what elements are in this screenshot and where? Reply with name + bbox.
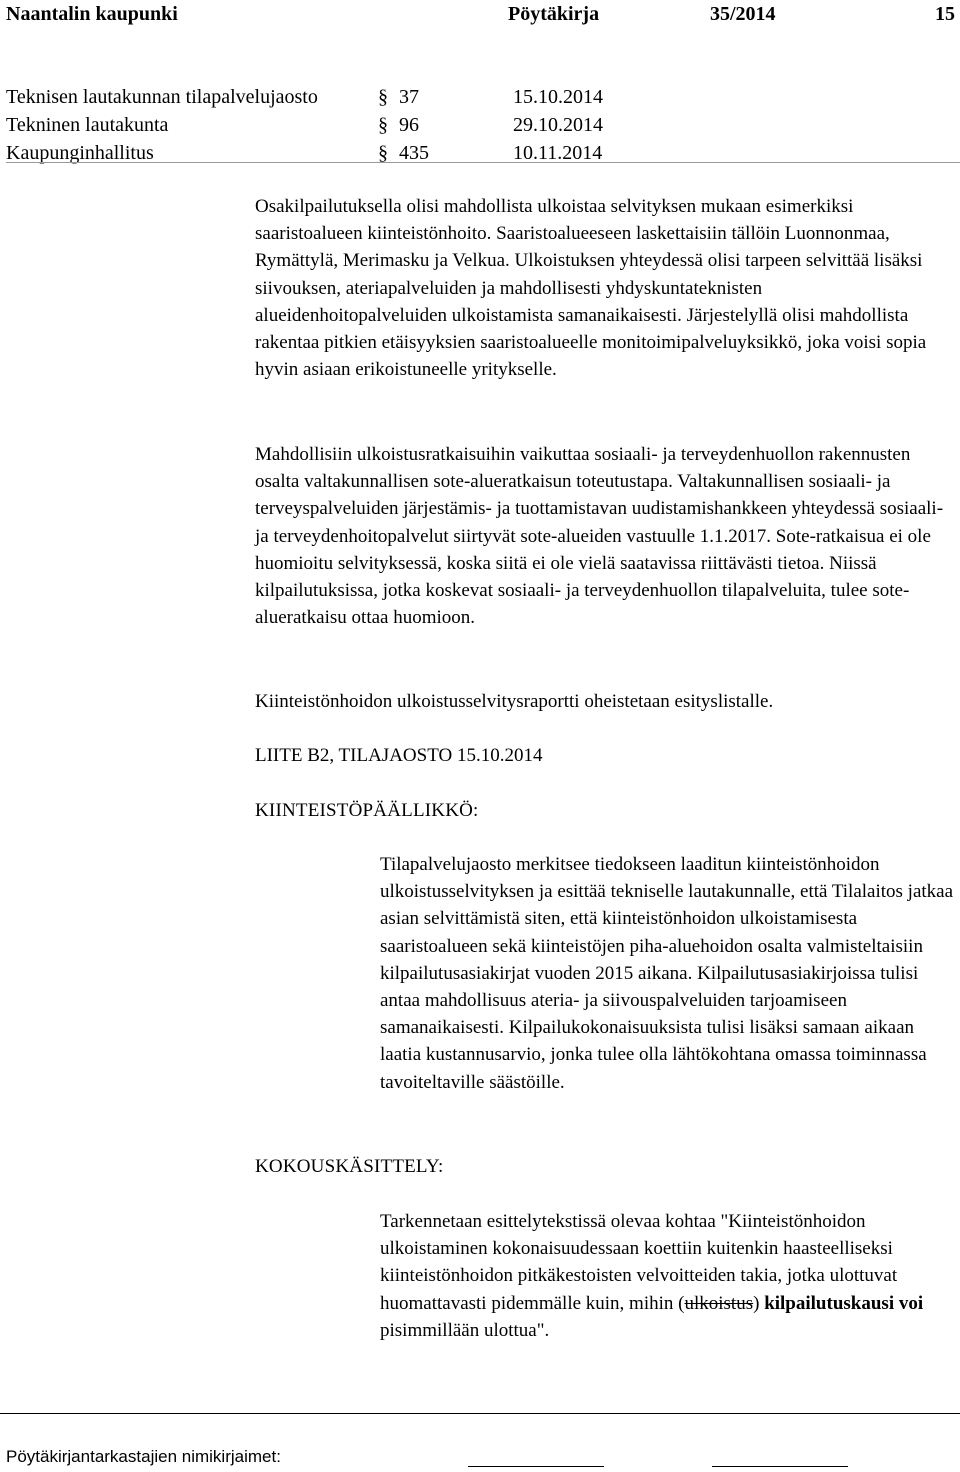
reference-row: [6, 83, 956, 111]
body-paragraph-3: [255, 688, 955, 715]
initials-line-2: [712, 1466, 848, 1467]
proposal-paragraph: [380, 851, 958, 1096]
references-divider: [6, 162, 960, 163]
footer-divider: [0, 1413, 960, 1414]
reference-section: 37: [399, 86, 419, 108]
closing-paren: ): [753, 1292, 760, 1314]
reference-date: 15.10.2014: [513, 86, 603, 108]
body-paragraph-1: [255, 193, 955, 383]
document-number: 35/2014: [710, 3, 776, 25]
page-number: 15: [935, 3, 955, 25]
reference-date: 29.10.2014: [513, 114, 603, 136]
reference-section: 96: [399, 114, 419, 136]
reference-section: 435: [399, 142, 429, 164]
reference-body: Kaupunginhallitus: [6, 142, 154, 164]
meeting-text-main: Tarkennetaan esittelytekstissä olevaa kohtaa "Kiinteistönhoidon ulkoistaminen kokonaisuudessaan koettiin kuitenkin haasteelliseksi kiinteistönhoidon pitkäkestoisten velvoitteiden takia, jotka ulottuvat huomattavasti pidemmälle kuin, mihin (: [380, 1211, 898, 1314]
meeting-text-end: pisimmillään ulottua".: [380, 1319, 550, 1341]
struck-word: ulkoistus: [684, 1292, 754, 1314]
reference-body: Tekninen lautakunta: [6, 114, 169, 136]
section-mark: §: [378, 142, 388, 164]
paragraph-text: Kiinteistönhoidon ulkoistusselvitysraportti oheistetaan esityslistalle.: [255, 691, 774, 712]
initials-line-1: [468, 1466, 604, 1467]
meeting-handling-paragraph: [380, 1208, 958, 1344]
paragraph-text: Mahdollisiin ulkoistusratkaisuihin vaikuttaa sosiaali- ja terveydenhuollon rakennusten osalta valtakunnallisen sote-alueratkaisun toteutustapa. Valtakunnallisen sosiaali- ja terveyspalveluiden järjestämis- ja tuottamistavan uudistamishankkeen yhteydessä sosiaali- ja terveydenhoitopalvelut siirtyvät sote-alueiden vastuulle 1.1.2017. Sote-ratkaisua ei ole huomioitu selvityksessä, koska siitä ei ole vielä saatavissa riittävästi tietoa. Niissä kilpailutuksissa, jotka koskevat sosiaali- ja terveydenhuollon tilapalveluita, tulee sote-alueratkaisu ottaa huomioon.: [255, 444, 944, 629]
heading-meeting-handling: [255, 1153, 955, 1180]
section-mark: §: [378, 114, 388, 136]
heading-text: KOKOUSKÄSITTELY:: [255, 1156, 444, 1177]
body-paragraph-2: [255, 441, 955, 631]
heading-property-manager: [255, 797, 955, 824]
paragraph-text: Osakilpailutuksella olisi mahdollista ulkoistaa selvityksen mukaan esimerkiksi saaristoalueen kiinteistönhoito. Saaristoalueeseen laskettaisiin tällöin Luonnonmaa, Rymättylä, Merimasku ja Velkua. Ulkoistuksen yhteydessä olisi tarpeen selvittää lisäksi siivouksen, ateriapalveluiden ja mahdollisesti yhdyskuntateknisten alueidenhoitopalveluiden ulkoistamista samanaikaisesti. Järjestelyllä olisi mahdollista rakentaa pitkien etäisyyksien saaristoalueelle monitoimipalveluyksikkö, joka voisi sopia hyvin asiaan erikoistuneelle yritykselle.: [255, 196, 927, 381]
attachment-text: LIITE B2, TILAJAOSTO 15.10.2014: [255, 745, 543, 766]
municipality-name: Naantalin kaupunki: [6, 3, 178, 25]
document-type: Pöytäkirja: [508, 3, 600, 25]
meeting-text: [380, 1208, 958, 1344]
reference-row: [6, 111, 956, 139]
section-mark: §: [378, 86, 388, 108]
attachment-reference: [255, 742, 955, 769]
page-header: [0, 0, 960, 30]
proposal-text: Tilapalvelujaosto merkitsee tiedokseen laaditun kiinteistönhoidon ulkoistusselvityksen ja esittää tekniselle lautakunnalle, että Tilalaitos jatkaa asian selvittämistä siten, että kiinteistönhoidon ulkoistamisesta saaristoalueen sekä kiinteistöjen piha-aluehoidon osalta valmisteltaisiin kilpailutusasiakirjat vuoden 2015 aikana. Kilpailutusasiakirjoissa tulisi antaa mahdollisuus ateria- ja siivouspalveluiden tarjoamiseen samanaikaisesti. Kilpailukokonaisuuksista tulisi lisäksi samaan aikaan laatia kustannusarvio, jonka tulee olla lähtökohtana omassa toiminnassa tavoiteltaville säästöille.: [380, 854, 954, 1093]
bold-insertion: kilpailutuskausi voi: [764, 1292, 924, 1314]
decision-references: [6, 83, 956, 167]
footer-initials-label: Pöytäkirjantarkastajien nimikirjaimet:: [6, 1447, 281, 1466]
reference-body: Teknisen lautakunnan tilapalvelujaosto: [6, 86, 318, 108]
reference-date: 10.11.2014: [513, 142, 603, 164]
heading-text: KIINTEISTÖPÄÄLLIKKÖ:: [255, 800, 479, 821]
